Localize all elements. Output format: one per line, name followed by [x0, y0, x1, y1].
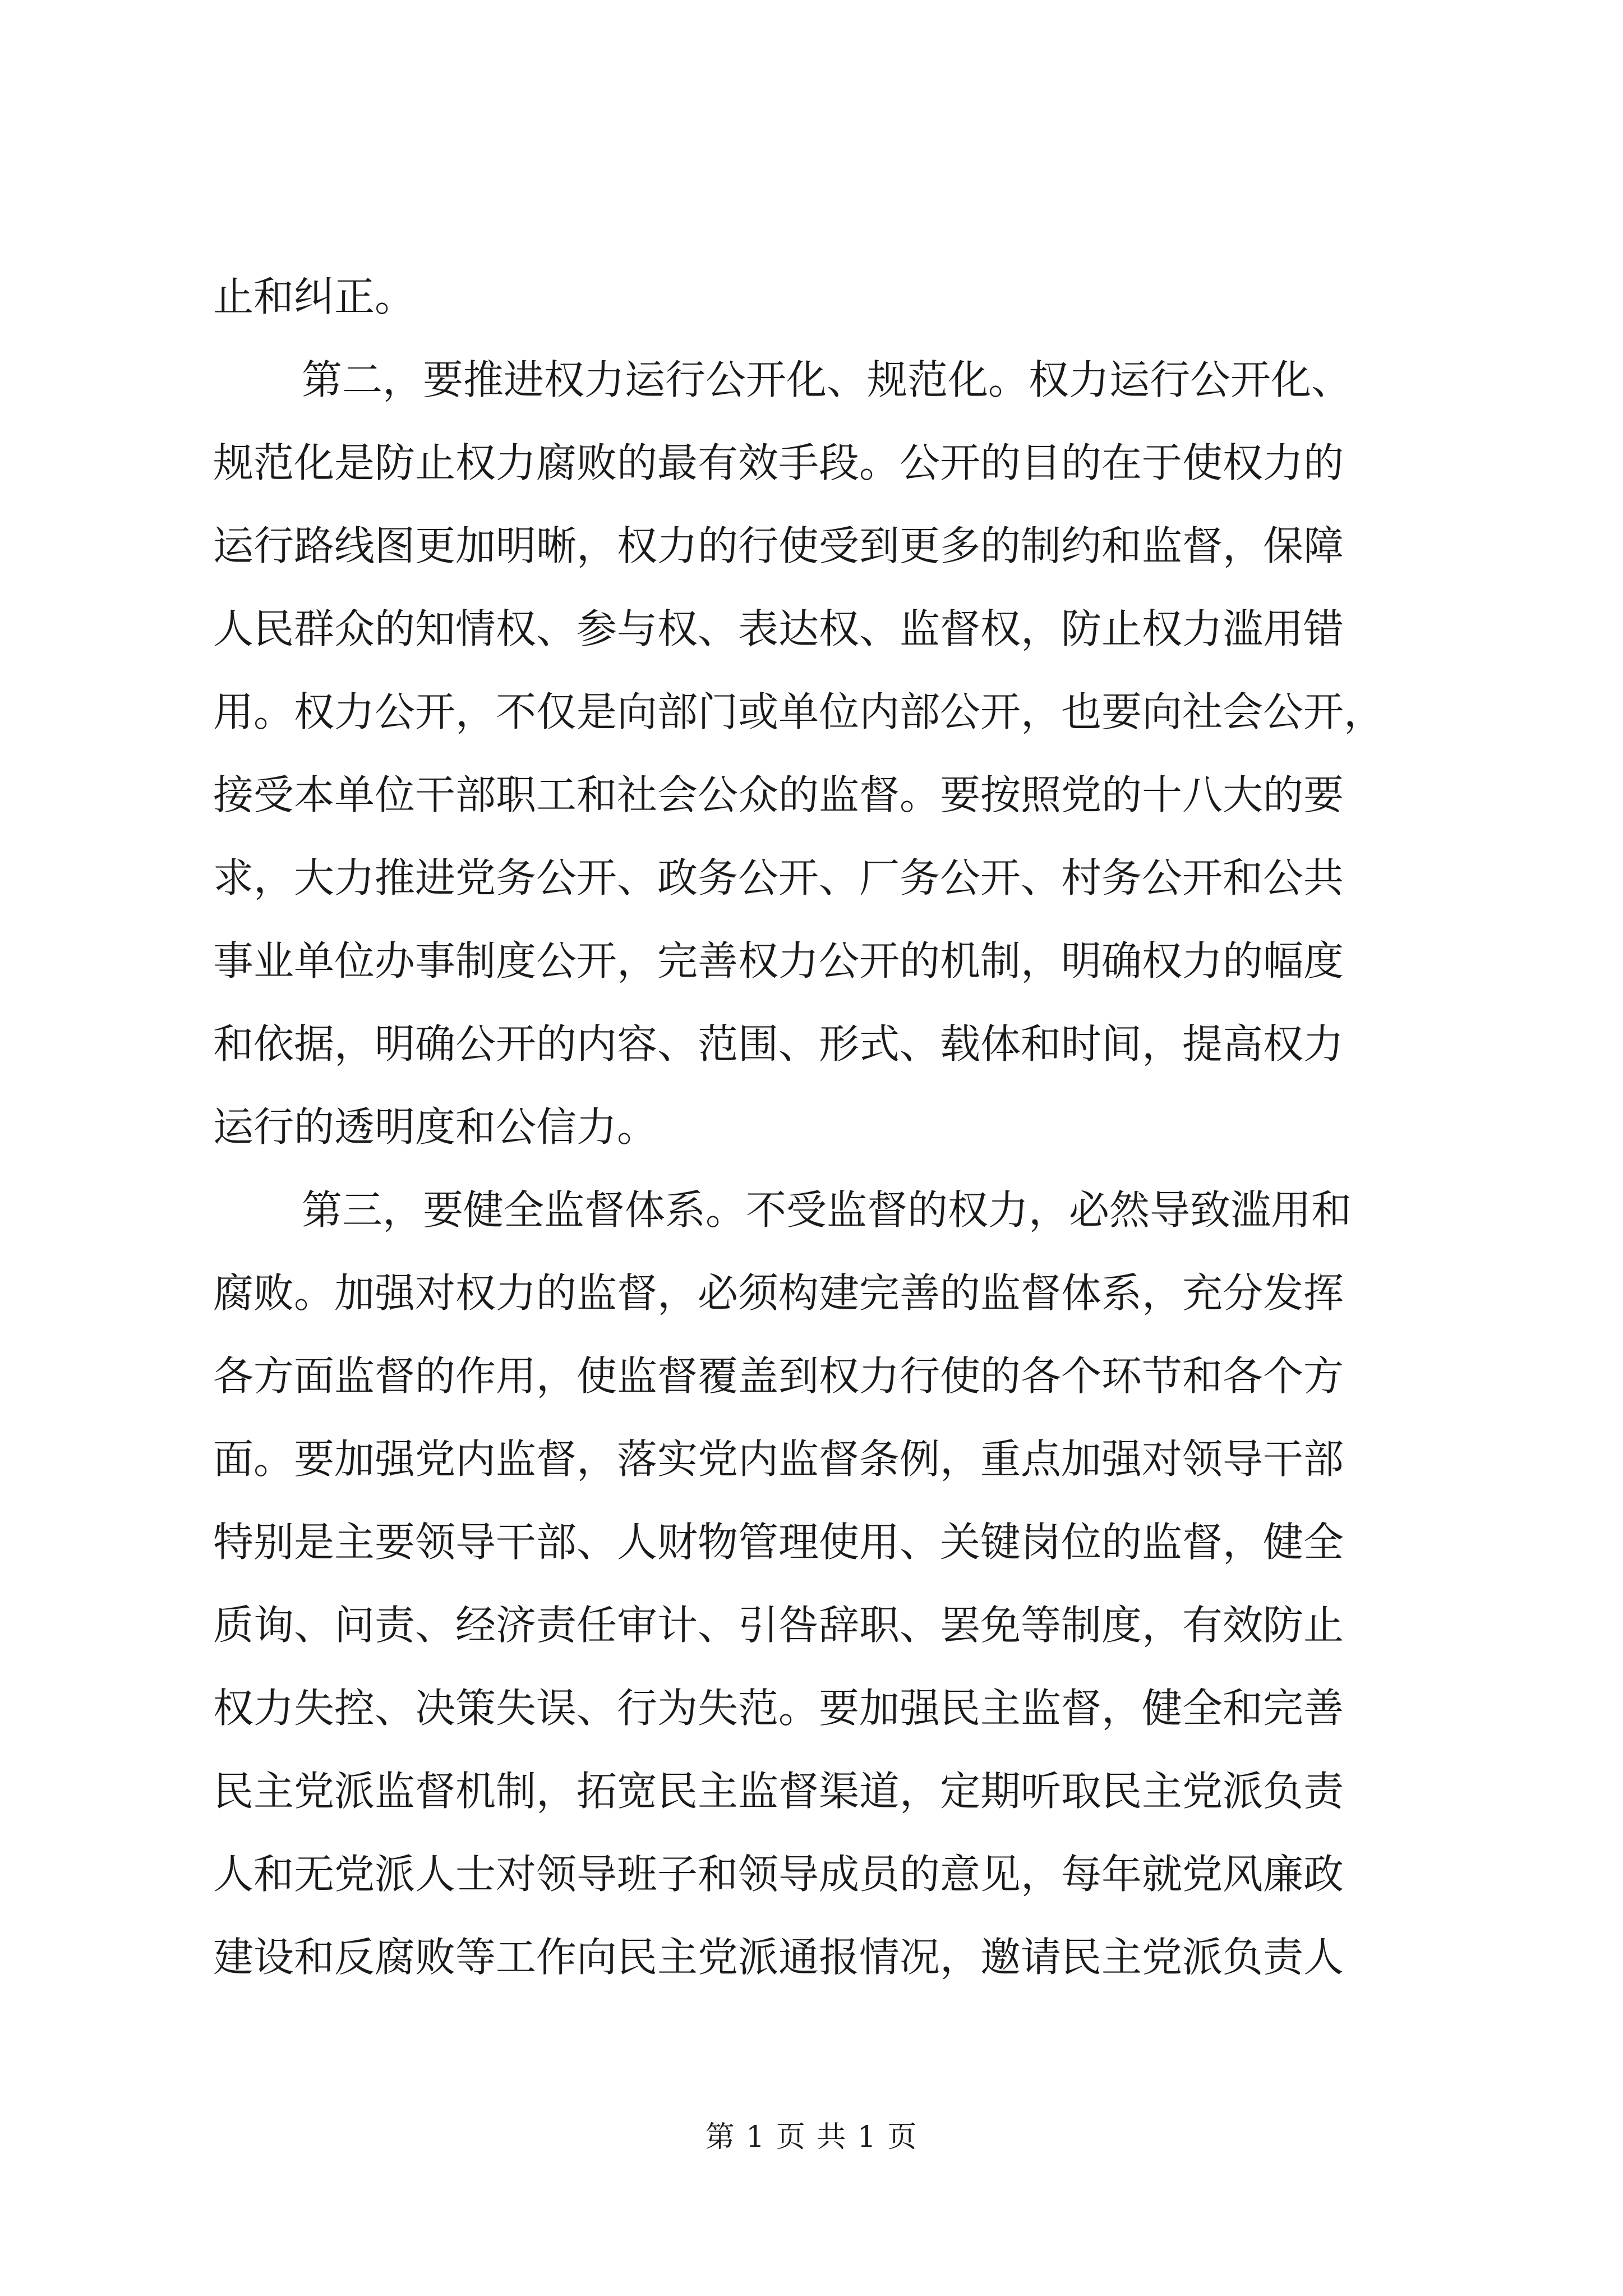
- document-body: [213, 255, 1419, 1999]
- text-line: 人和无党派人士对领导班子和领导成员的意见，每年就党风廉政: [213, 1851, 1344, 1898]
- text-line: 求，大力推进党务公开、政务公开、厂务公开、村务公开和公共: [213, 854, 1344, 901]
- page-footer: [0, 2118, 1623, 2157]
- text-line: 各方面监督的作用，使监督覆盖到权力行使的各个环节和各个方: [213, 1352, 1344, 1400]
- text-line: 和依据，明确公开的内容、范围、形式、载体和时间，提高权力: [213, 1020, 1344, 1068]
- text-line: 民主党派监督机制，拓宽民主监督渠道，定期听取民主党派负责: [213, 1768, 1344, 1815]
- text-line: 腐败。加强对权力的监督，必须构建完善的监督体系，充分发挥: [213, 1269, 1344, 1317]
- text-line: 建设和反腐败等工作向民主党派通报情况，邀请民主党派负责人: [213, 1934, 1344, 1981]
- text-line: 接受本单位干部职工和社会公众的监督。要按照党的十八大的要: [213, 771, 1344, 818]
- text-line: 质询、问责、经济责任审计、引咎辞职、罢免等制度，有效防止: [213, 1602, 1344, 1649]
- text-line: 事业单位办事制度公开，完善权力公开的机制，明确权力的幅度: [213, 937, 1344, 984]
- text-line: 特别是主要领导干部、人财物管理使用、关键岗位的监督，健全: [213, 1519, 1344, 1566]
- paragraph-start-line: 第三，要健全监督体系。不受监督的权力，必然导致滥用和: [302, 1186, 1352, 1234]
- text-line: 面。要加强党内监督，落实党内监督条例，重点加强对领导干部: [213, 1435, 1344, 1483]
- text-line: 运行路线图更加明晰，权力的行使受到更多的制约和监督，保障: [213, 522, 1344, 569]
- text-line: 人民群众的知情权、参与权、表达权、监督权，防止权力滥用错: [213, 605, 1344, 652]
- text-line: 运行的透明度和公信力。: [213, 1103, 658, 1151]
- page-number-label: 第 1 页 共 1 页: [705, 2120, 918, 2154]
- text-line: 规范化是防止权力腐败的最有效手段。公开的目的在于使权力的: [213, 439, 1344, 486]
- paragraph-start-line: 第二，要推进权力运行公开化、规范化。权力运行公开化、: [302, 356, 1352, 403]
- text-line: 权力失控、决策失误、行为失范。要加强民主监督，健全和完善: [213, 1685, 1344, 1732]
- text-line: 用。权力公开，不仅是向部门或单位内部公开，也要向社会公开，: [213, 688, 1385, 735]
- text-line: 止和纠正。: [213, 273, 416, 320]
